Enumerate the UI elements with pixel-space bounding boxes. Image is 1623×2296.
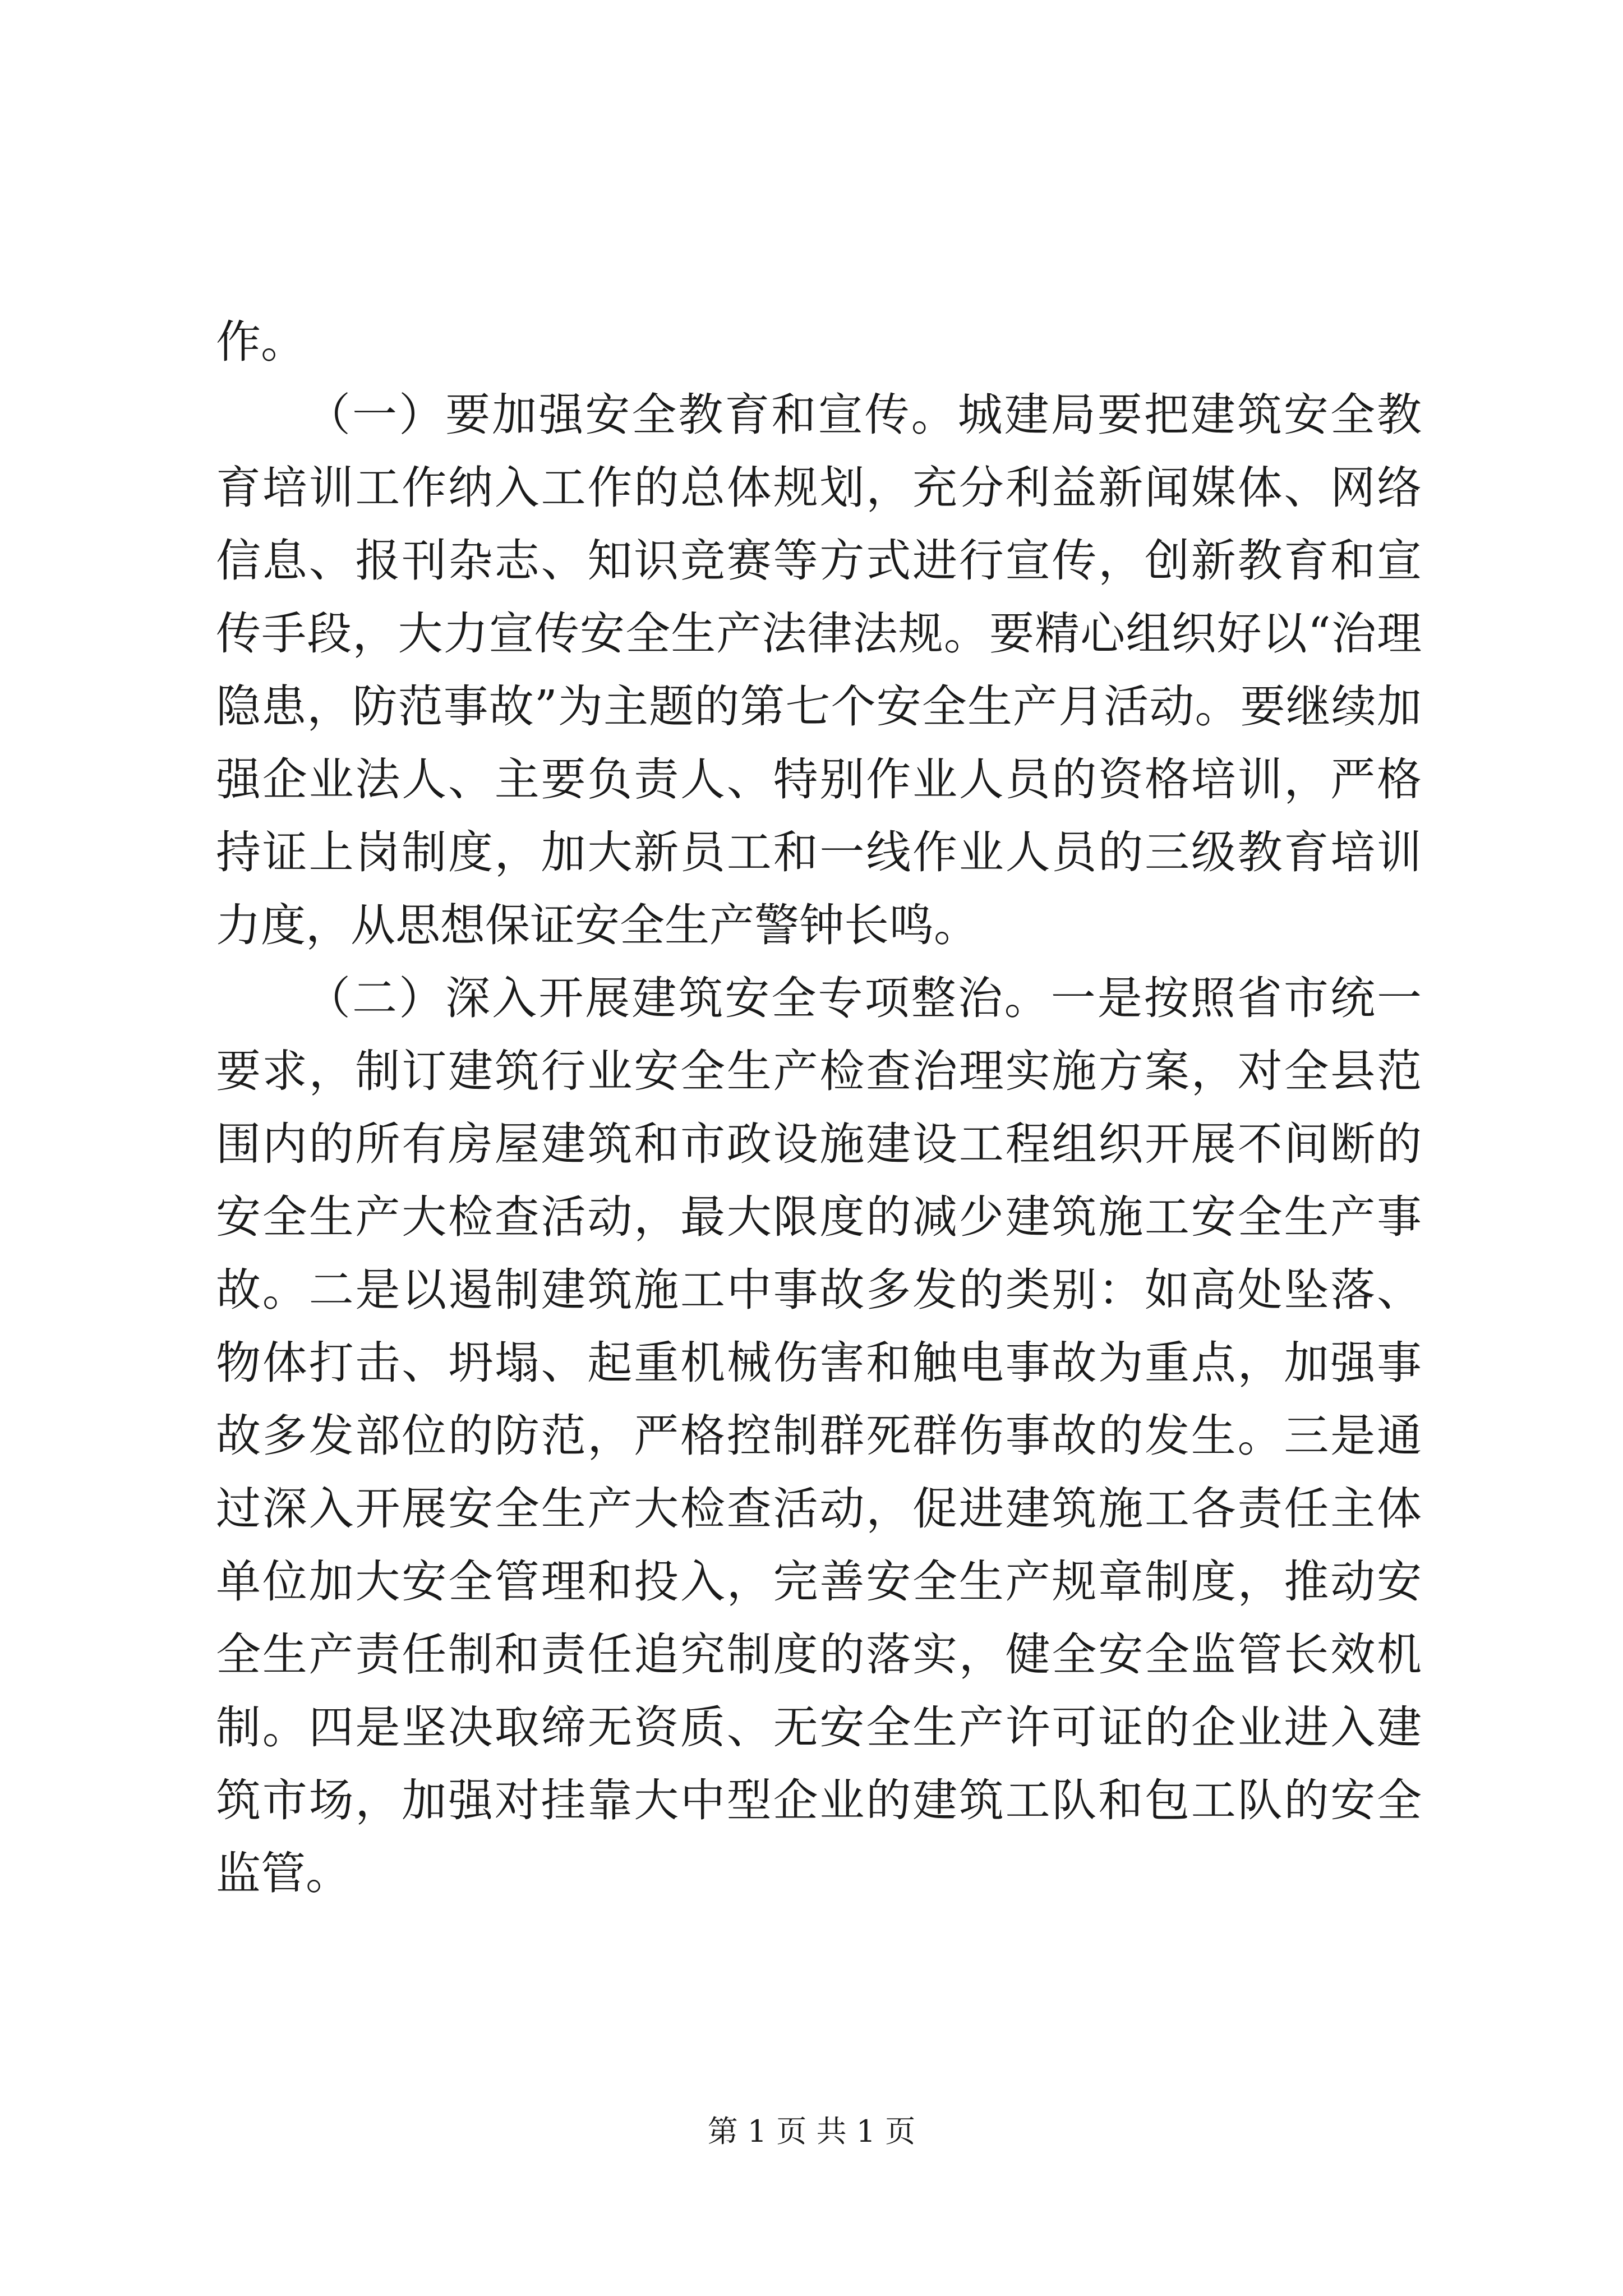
- paragraph-continuation: 作。: [216, 316, 306, 368]
- paragraph-special-rectification: （二）深入开展建筑安全专项整治。一是按照省市统一要求，制订建筑行业安全生产检查治理实施方案，对全县范围内的所有房屋建筑和市政设施建设工程组织开展不间断的安全生产大检查活动，最大限度的减少建筑施工安全生产事故。二是以遏制建筑施工中事故多发的类别：如高处坠落、物体打击、坍塌、起重机械伤害和触电事故为重点，加强事故多发部位的防范，严格控制群死群伤事故的发生。三是通过深入开展安全生产大检查活动，促进建筑施工各责任主体单位加大安全管理和投入，完善安全生产规章制度，推动安全生产责任制和责任追究制度的落实，健全安全监管长效机制。四是坚决取缔无资质、无安全生产许可证的企业进入建筑市场，加强对挂靠大中型企业的建筑工队和包工队的安全监管。: [216, 972, 1422, 1899]
- paragraph-safety-education: （一）要加强安全教育和宣传。城建局要把建筑安全教育培训工作纳入工作的总体规划，充分利益新闻媒体、网络信息、报刊杂志、知识竞赛等方式进行宣传，创新教育和宣传手段，大力宣传安全生产法律法规。要精心组织好以“治理隐患，防范事故”为主题的第七个安全生产月活动。要继续加强企业法人、主要负责人、特别作业人员的资格培训，严格持证上岗制度，加大新员工和一线作业人员的三级教育培训力度，从思想保证安全生产警钟长鸣。: [216, 389, 1422, 951]
- page-number-label: 第 1 页 共 1 页: [707, 2114, 916, 2149]
- page-footer: [0, 2112, 1623, 2151]
- document-body: [216, 306, 1422, 1910]
